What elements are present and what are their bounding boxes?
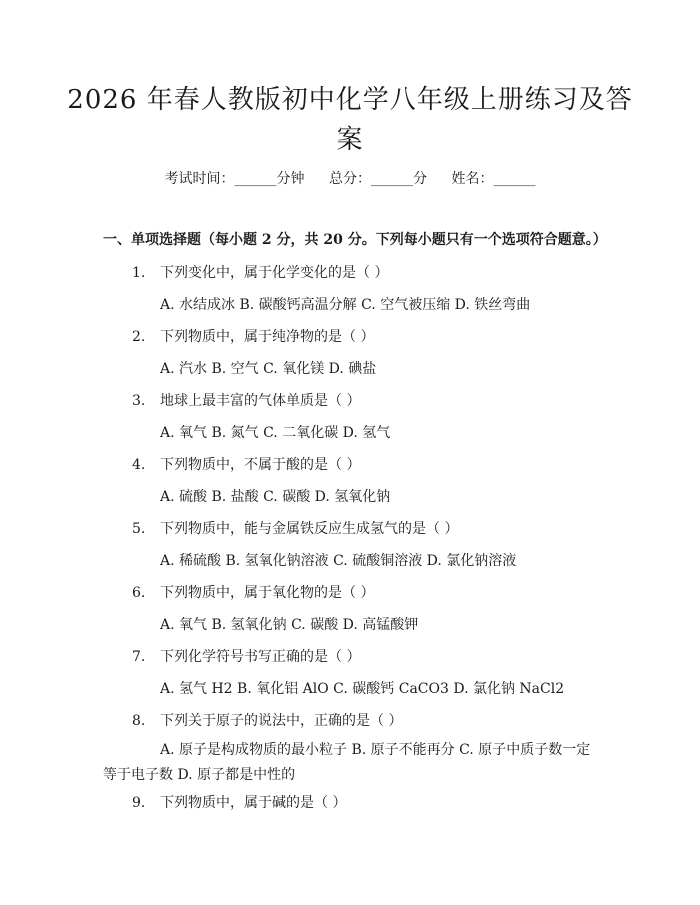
- question-number: 4.: [132, 457, 146, 473]
- exam-time-field: 考试时间：______分钟: [164, 171, 305, 187]
- question-3-options: A. 氧气 B. 氮气 C. 二氧化碳 D. 氢气: [160, 425, 391, 441]
- question-number: 6.: [132, 585, 146, 601]
- question-1-options: A. 水结成冰 B. 碳酸钙高温分解 C. 空气被压缩 D. 铁丝弯曲: [160, 297, 531, 313]
- question-number: 5.: [132, 521, 146, 537]
- question-5: [132, 518, 458, 538]
- question-number: 9.: [132, 795, 146, 811]
- question-8: [132, 710, 402, 730]
- question-7-options: A. 氢气 H2 B. 氧化铝 AlO C. 碳酸钙 CaCO3 D. 氯化钠 NaCl2: [160, 681, 565, 697]
- question-4: [132, 454, 360, 474]
- question-6-options: A. 氧气 B. 氢氧化钠 C. 碳酸 D. 高锰酸钾: [160, 617, 419, 633]
- question-number: 8.: [132, 713, 146, 729]
- question-stem: 下列物质中，属于氧化物的是（ ）: [160, 585, 375, 601]
- question-number: 3.: [132, 393, 146, 409]
- question-stem: 下列物质中，不属于酸的是（ ）: [160, 457, 361, 473]
- question-stem: 下列物质中，能与金属铁反应生成氢气的是（ ）: [160, 521, 459, 537]
- question-4-options: A. 硫酸 B. 盐酸 C. 碳酸 D. 氢氧化钠: [160, 489, 391, 505]
- question-2: [132, 326, 374, 346]
- question-stem: 下列化学符号书写正确的是（ ）: [160, 649, 361, 665]
- question-7: [132, 646, 360, 666]
- exam-meta: [0, 168, 700, 188]
- question-9: [132, 792, 346, 812]
- question-stem: 下列物质中，属于碱的是（ ）: [160, 795, 347, 811]
- question-3: [132, 390, 360, 410]
- question-1: [132, 262, 388, 282]
- question-stem: 下列关于原子的说法中，正确的是（ ）: [160, 713, 403, 729]
- question-2-options: A. 汽水 B. 空气 C. 氧化镁 D. 碘盐: [160, 361, 377, 377]
- question-8-options: A. 原子是构成物质的最小粒子 B. 原子不能再分 C. 原子中质子数一定等于电子数 D. 原子都是中性的: [103, 742, 591, 783]
- question-stem: 下列物质中，属于纯净物的是（ ）: [160, 329, 375, 345]
- question-number: 2.: [132, 329, 146, 345]
- question-number: 7.: [132, 649, 146, 665]
- question-5-options: A. 稀硫酸 B. 氢氧化钠溶液 C. 硫酸铜溶液 D. 氯化钠溶液: [160, 553, 517, 569]
- question-number: 1.: [132, 265, 146, 281]
- total-score-field: 总分：______分: [329, 171, 427, 187]
- question-stem: 下列变化中，属于化学变化的是（ ）: [160, 265, 389, 281]
- question-6: [132, 582, 374, 602]
- question-stem: 地球上最丰富的气体单质是（ ）: [160, 393, 361, 409]
- document-title: 2026 年春人教版初中化学八年级上册练习及答案: [67, 85, 633, 155]
- section-title: 一、单项选择题（每小题 2 分，共 20 分。下列每小题只有一个选项符合题意。）: [103, 232, 607, 248]
- student-name-field: 姓名：______: [451, 171, 536, 187]
